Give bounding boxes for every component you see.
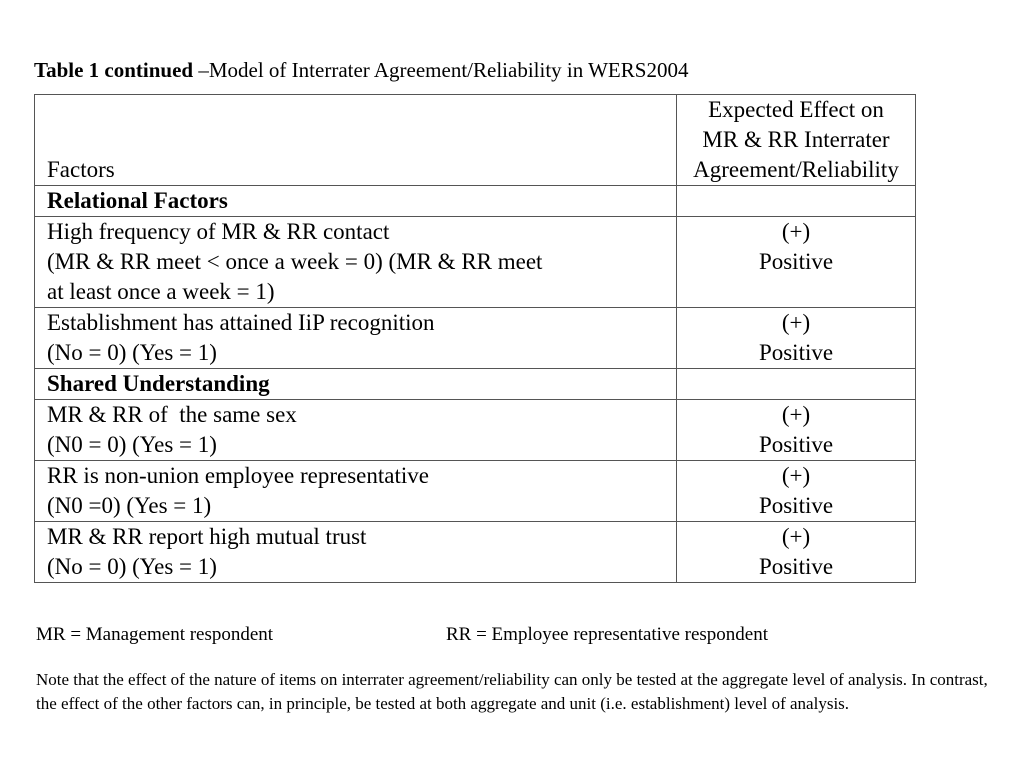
- section-label: Relational Factors: [35, 186, 677, 217]
- factor-cell: [35, 461, 677, 522]
- effect-text: Positive: [758, 493, 834, 518]
- section-row-shared: [35, 369, 916, 400]
- legend-rr: RR = Employee representative respondent: [446, 624, 769, 645]
- effect-sign: (+): [781, 524, 811, 549]
- header-factors: Factors: [35, 95, 677, 186]
- table-title-text: –Model of Interrater Agreement/Reliability in WERS2004: [193, 58, 689, 82]
- section-row-relational: [35, 186, 916, 217]
- effect-cell: [677, 461, 916, 522]
- factor-line: MR & RR report high mutual trust: [47, 524, 367, 549]
- table-row: [35, 461, 916, 522]
- legend-mr: MR = Management respondent: [36, 624, 274, 645]
- table-header-row: [35, 95, 916, 186]
- effect-sign: (+): [781, 402, 811, 427]
- effect-text: Positive: [758, 340, 834, 365]
- table-title-bold: Table 1 continued: [34, 58, 194, 82]
- table-row: [35, 400, 916, 461]
- header-effect-line: Expected Effect on: [708, 97, 884, 122]
- effect-sign: (+): [781, 310, 811, 335]
- table-row: [35, 217, 916, 308]
- header-expected-effect: [677, 95, 916, 186]
- effect-cell: [677, 217, 916, 308]
- factor-cell: [35, 400, 677, 461]
- table-row: [35, 308, 916, 369]
- factor-line: (No = 0) (Yes = 1): [47, 340, 217, 365]
- factor-line: (No = 0) (Yes = 1): [47, 554, 217, 579]
- section-empty-cell: [677, 369, 916, 400]
- header-effect-line: MR & RR Interrater: [702, 127, 890, 152]
- factor-line: (N0 = 0) (Yes = 1): [47, 432, 217, 457]
- factor-line: RR is non-union employee representative: [47, 463, 429, 488]
- factor-line: at least once a week = 1): [47, 279, 275, 304]
- factor-cell: [35, 308, 677, 369]
- effect-cell: [677, 308, 916, 369]
- factor-line: (MR & RR meet < once a week = 0) (MR & RR meet: [47, 249, 543, 274]
- effect-cell: [677, 400, 916, 461]
- effect-sign: (+): [781, 219, 811, 244]
- factor-line: (N0 =0) (Yes = 1): [47, 493, 212, 518]
- effect-sign: (+): [781, 463, 811, 488]
- effect-text: Positive: [758, 432, 834, 457]
- factor-line: High frequency of MR & RR contact: [47, 219, 390, 244]
- table-title: [34, 56, 688, 84]
- factor-line: MR & RR of the same sex: [47, 402, 297, 427]
- section-empty-cell: [677, 186, 916, 217]
- header-effect-line: Agreement/Reliability: [693, 157, 899, 182]
- factor-line: Establishment has attained IiP recognition: [47, 310, 435, 335]
- effect-cell: [677, 522, 916, 583]
- factor-cell: [35, 522, 677, 583]
- table-row: [35, 522, 916, 583]
- effect-text: Positive: [758, 249, 834, 274]
- effect-text: Positive: [758, 554, 834, 579]
- section-label: Shared Understanding: [35, 369, 677, 400]
- footnote: Note that the effect of the nature of items on interrater agreement/reliability can only be tested at the aggregate level of analysis. In contrast, the effect of the other factors can, in principle, be tested at both aggregate and unit (i.e. establishment) level of analysis.: [36, 670, 988, 713]
- factor-cell: [35, 217, 677, 308]
- factors-table: [34, 94, 916, 583]
